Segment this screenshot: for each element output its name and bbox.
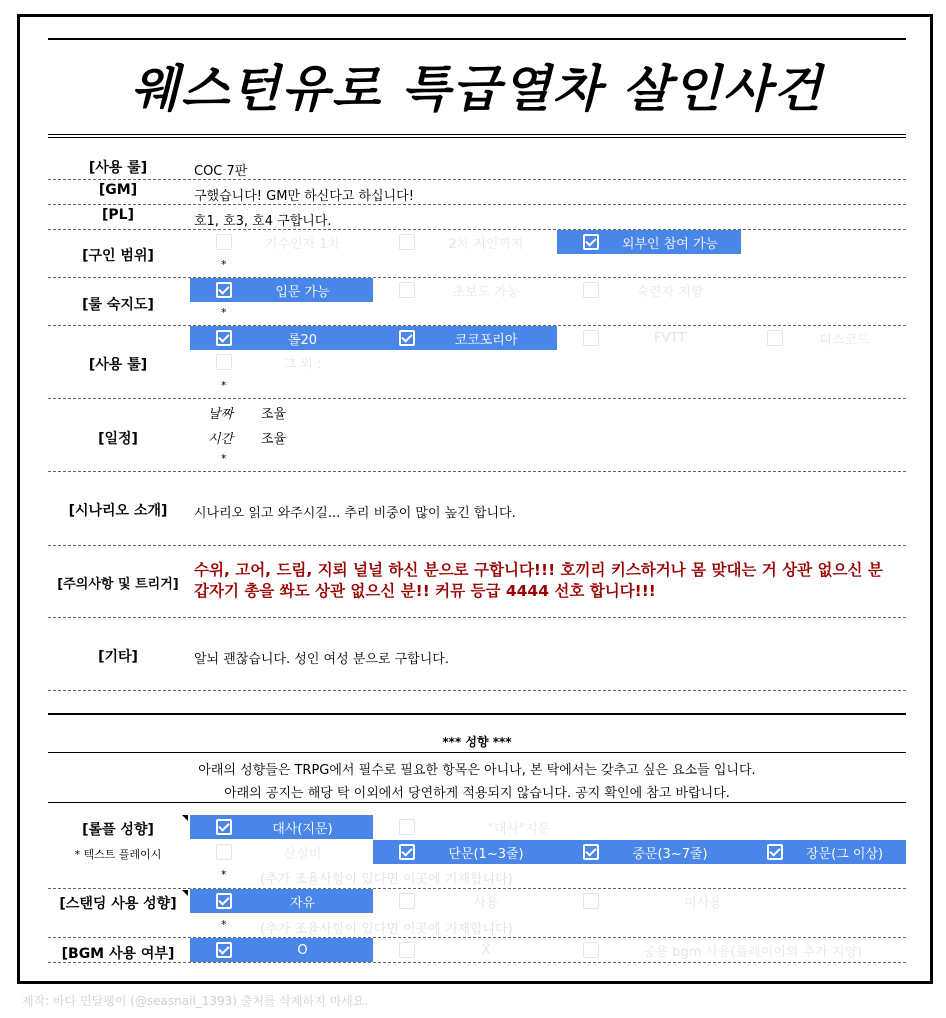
checkbox-icon[interactable] [583,282,599,298]
row-divider [48,545,906,546]
option-label: 단문(1~3줄) [448,846,524,862]
credit-text: 제작: 바다 민달팽이 (@seasnail_1393) 출처를 삭제하지 마세요. [22,994,369,1008]
option-label: 디스코드 [819,332,870,348]
option-label: 중문(3~7줄) [632,846,708,862]
comment-marker-icon [182,815,188,821]
option-label: 사용 [473,895,499,911]
checkbox-icon[interactable] [399,819,415,835]
standing-option-1[interactable] [190,889,373,913]
warning-value: 수위, 고어, 드림, 지뢰 널널 하신 분으로 구합니다!!! 호끼리 키스하거나 몸 맞대는 거 상관 없으신 분 갑자기 총을 쏴도 상관 없으신 분!! 커뮤 등급 4444 선호 합니다!!! [194,561,883,600]
etc-value: 알뇌 괜찮습니다. 성인 여성 분으로 구합니다. [194,652,449,667]
option-label: 롤20 [287,332,318,348]
checkbox-icon[interactable] [583,942,599,958]
checkbox-icon[interactable] [583,330,599,346]
checkbox-checked-icon[interactable] [399,330,415,346]
standing-note: (추가 조율사항이 있다면 이곳에 기재합니다) [260,922,513,937]
row-divider [48,802,906,803]
standing-option-3[interactable] [557,889,807,913]
tools-option-fvtt[interactable] [557,326,741,350]
option-label: 숙련자 지향 [636,284,704,300]
proficiency-label: [룰 숙지도] [82,297,154,313]
gm-label: [GM] [98,182,138,198]
section-rule [48,713,906,715]
tendency-desc-1: 아래의 성향들은 TRPG에서 필수로 필요한 항목은 아니나, 본 탁에서는 갖추고 싶은 요소들 입니다. [198,763,756,778]
standing-label: [스탠딩 사용 성향] [59,896,177,912]
option-label: 코코포리아 [454,332,518,348]
roleplay-note: (추가 조율사항이 있다면 이곳에 기재합니다) [260,872,513,887]
tendency-header: *** 성향 *** [442,735,512,749]
tools-option-discord[interactable] [741,326,906,350]
pl-value: 호1, 호3, 호4 구합니다. [194,214,332,229]
option-label: FVTT [653,330,687,346]
checkbox-icon[interactable] [216,354,232,370]
recruit-label: [구인 범위] [82,248,154,264]
tendency-desc-2: 아래의 공지는 해당 탁 이외에서 당연하게 적용되지 않습니다. 공지 확인에 참고 바랍니다. [224,786,730,801]
row-divider [48,179,906,180]
warning-label: [주의사항 및 트리거] [57,577,179,592]
option-label: 자유 [289,895,316,911]
intro-value: 시나리오 읽고 와주시길... 추리 비중이 많이 높긴 합니다. [194,506,516,521]
checkbox-icon[interactable] [399,282,415,298]
checkbox-icon[interactable] [399,942,415,958]
comment-marker-icon [182,890,188,896]
option-label: 입문 가능 [275,284,330,300]
page-title: 웨스턴유로 특급열차 살인사건 [130,60,824,118]
pl-label: [PL] [102,207,134,223]
bgm-option-shared[interactable] [557,938,906,962]
gm-value: 구했습니다! GM만 하신다고 하십니다! [194,189,414,204]
roleplay-label: [롤플 성향] [82,822,154,838]
row-divider [48,398,906,399]
proficiency-option-2[interactable] [373,278,557,302]
checkbox-checked-icon[interactable] [216,330,232,346]
tools-option-roll20[interactable] [190,326,373,350]
option-label: X [481,942,491,958]
bgm-option-o[interactable] [190,938,373,962]
etc-label: [기타] [98,649,138,665]
checkbox-checked-icon[interactable] [583,234,599,250]
checkbox-checked-icon[interactable] [216,819,232,835]
bgm-option-x[interactable] [373,938,557,962]
option-label: 미사용 [684,895,722,911]
row-divider [48,204,906,205]
option-label: 기수인자 1차 [264,236,341,252]
roleplay-option-5[interactable] [557,840,741,864]
option-label: 2차 지인까지 [448,236,524,252]
roleplay-note-star: * [221,868,227,881]
recruit-option-3[interactable] [557,230,741,254]
proficiency-option-1[interactable] [190,278,373,302]
checkbox-icon[interactable] [216,844,232,860]
recruit-note: * [221,258,227,271]
row-divider [48,471,906,472]
recruit-option-1[interactable] [190,230,373,254]
checkbox-icon[interactable] [399,893,415,909]
bgm-label: [BGM 사용 여부] [61,946,175,962]
option-label: 초보도 가능 [452,284,520,300]
roleplay-option-4[interactable] [373,840,557,864]
tools-option-cocofolia[interactable] [373,326,557,350]
time-value: 조율 [261,432,287,447]
roleplay-option-2[interactable] [373,815,623,839]
date-value: 조율 [261,407,287,422]
standing-note-star: * [221,918,227,931]
checkbox-icon[interactable] [583,893,599,909]
checkbox-checked-icon[interactable] [216,282,232,298]
option-label: 그 외 : [283,356,322,372]
date-label: 날짜 [208,407,234,422]
roleplay-option-6[interactable] [741,840,906,864]
checkbox-icon[interactable] [767,330,783,346]
option-label: 공용 bgm 사용(플레이어의 추가 지양) [642,944,863,960]
row-divider [48,617,906,618]
time-label: 시간 [208,432,234,447]
intro-label: [시나리오 소개] [68,503,168,519]
row-divider [48,690,906,691]
tools-note: * [221,379,227,392]
proficiency-note: * [221,306,227,319]
schedule-note: * [221,452,227,465]
schedule-label: [일정] [98,431,138,447]
title-rule [48,134,906,138]
proficiency-option-3[interactable] [557,278,741,302]
checkbox-checked-icon[interactable] [583,844,599,860]
rule-label: [사용 룰] [88,160,148,176]
tools-label: [사용 툴] [88,357,148,373]
checkbox-checked-icon[interactable] [216,942,232,958]
checkbox-checked-icon[interactable] [767,844,783,860]
option-label: 대사(지문) [272,821,333,837]
checkbox-checked-icon[interactable] [399,844,415,860]
option-label: 외부인 참여 가능 [621,236,719,252]
row-divider [48,962,906,963]
roleplay-option-1[interactable] [190,815,373,839]
rule-value: COC 7판 [194,164,248,179]
roleplay-option-3[interactable] [190,840,373,864]
recruit-option-2[interactable] [373,230,557,254]
standing-option-2[interactable] [373,889,557,913]
checkbox-checked-icon[interactable] [216,893,232,909]
checkbox-icon[interactable] [216,234,232,250]
option-label: "대사"지문 [487,821,551,837]
option-label: O [297,942,308,958]
tools-option-other[interactable] [190,350,373,374]
option-label: 장문(그 이상) [805,846,884,862]
row-divider [48,752,906,753]
roleplay-sublabel: * 텍스트 플레이시 [74,848,162,861]
option-label: 산설비 [283,846,322,862]
checkbox-icon[interactable] [399,234,415,250]
